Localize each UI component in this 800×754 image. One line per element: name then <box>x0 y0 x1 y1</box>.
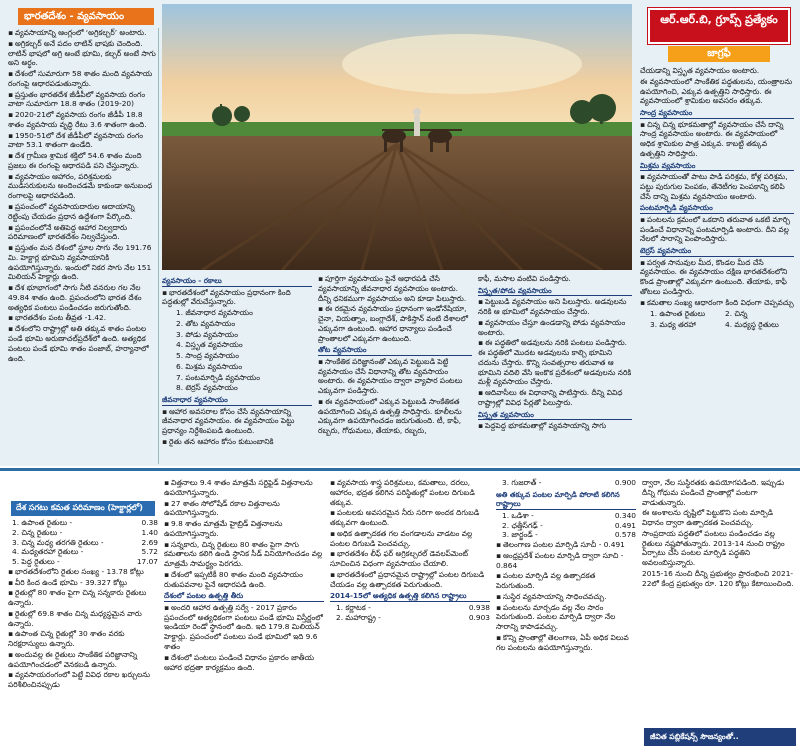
col4-sub-list-2 <box>478 421 632 431</box>
holding-type: 1. ఉపాంత రైతులు <box>650 308 706 318</box>
bottom-col2b-list <box>164 603 324 672</box>
list-item: ▪ ప్రస్తుతం మన దేశంలో స్థూల సాగు నేల 191.76 మి. హెక్టార్ల భూమిని వ్యవసాయానికి ఉపయోగిస్తున్నారు. ఇందులో నికర సాగు నేల 151 మిలియన్ హెక్టార్లు ఉంది. <box>8 243 156 282</box>
bottom-column-5 <box>642 478 794 724</box>
col2-sub-list <box>162 407 312 447</box>
table-row <box>502 511 636 521</box>
list-item: ▪ భారతదేశంలోని రైతుల సంఖ్య - 13.78 కోట్లు <box>8 567 158 577</box>
col4-sub-heading-2: విస్తృత వ్యవసాయం <box>478 410 632 421</box>
col4-sub-list <box>478 297 632 407</box>
column-divider <box>158 28 159 464</box>
table-label: 1. ఒడిశా - <box>502 510 534 520</box>
col3-list <box>318 274 472 343</box>
column-1 <box>8 28 156 464</box>
list-item: ▪ ఈ రకమైన వ్యవసాయం ప్రధానంగా ఇండోనేషియా, చైనా, వియత్నాం, బంగ్లాదేశ్, పాకిస్తాన్ వంటి దేశాలలో ఎక్కువగా ఉంటుంది. ఆహార ధాన్యాలు పండించే ప్రాంతాలలో ఎక్కువగా ఉంటుంది. <box>318 304 472 343</box>
holding-type: 4. మధ్యస్థ రైతులు <box>725 320 779 330</box>
exam-badge <box>648 8 790 44</box>
farm-photo <box>162 4 632 270</box>
table-label: 2. మహారాష్ట్ర - <box>336 612 381 622</box>
list-item: ▪ దేశంలో సుమారుగా 58 శాతం మంది వ్యవసాయ రంగంపై ఆధారపడుతున్నారు. <box>8 69 156 89</box>
low-states-table <box>496 511 636 540</box>
subject-tag <box>668 46 770 62</box>
list-item: ▪ సుస్థిర వ్యవసాయాన్ని సాధించవచ్చు. <box>496 592 636 602</box>
list-item: ▪ వీరి కింద ఉండే భూమి - 39.327 కోట్లు <box>8 578 158 588</box>
table-row <box>12 518 158 528</box>
type-item: 4. విస్తృత వ్యవసాయం <box>176 340 243 350</box>
bottom-col2-heading: దేశంలో పంటల ఉత్పత్తి తీరు <box>164 591 324 602</box>
table-row <box>502 478 636 488</box>
holding-type: 2. చిన్న <box>725 308 748 318</box>
table-value: 1.40 <box>141 527 158 537</box>
list-item: ▪ రైతుల్లో 69.8 శాతం చిన్న మధ్యస్థమైన వారు ఉన్నారు. <box>8 609 158 629</box>
list-item: ▪ తెలంగాణ పంటల మార్పిడి సూచీ - 0.491 <box>496 540 636 550</box>
section-heading: మిశ్రమ వ్యవసాయం <box>640 161 794 172</box>
col3-sub-heading: తోట వ్యవసాయం <box>318 345 472 356</box>
list-item: ▪ వ్యవసాయ శాస్త్ర పరిశ్రమలు, కమతాలు, దరలు, ఆహారం, భద్రత కలిగిన పరిస్థితుల్లో పంటల దిగుబడి తక్కువ. <box>330 478 490 507</box>
list-item: ▪ అధిక ఉత్పాదకత గల వంగడాలను వాడటం వల్ల పంటల దిగుబడి పెంచవచ్చు. <box>330 529 490 549</box>
table-row <box>502 521 636 531</box>
list-item: ద్వారా, నేల సుస్థిరతకు ఉపయోగపడింది. ఇప్పుడు దీన్ని గోధుమ పండించే ప్రాంతాల్లో పంటగా వాడుతున్నారు. <box>642 478 785 507</box>
list-item: ▪ పంటలను క్రమంలో ఒకదాని తరువాత ఒకటి మార్చి పండించే విధానాన్ని పంటమార్పిడి అంటారు. దీని వల్ల నేలలో సారాన్ని పెంపొందిస్తారు. <box>640 215 794 244</box>
list-item: ▪ చిన్న చిన్న భూకమతాల్లో వ్యవసాయం చేసే దాన్ని సాంద్ర వ్యవసాయం అంటారు. ఈ వ్యవసాయంలో ఆధిక శ్రామికుల పాత్ర ఎక్కువ. కాబట్టి తక్కువ ఉత్పత్తిని సాధిస్తారు. <box>640 120 794 159</box>
holding-size-tag: దేశ సగటు కమత పరిమాణం (హెక్టార్లలో) <box>10 500 156 517</box>
list-item: ▪ 2020-21లో వ్యవసాయ రంగం జీడీపీ 18.8 శాతం వ్యవసాయ వృద్ధి రేటు 3.6 శాతంగా ఉంది. <box>8 110 156 130</box>
col5-sections <box>640 108 794 307</box>
col2-intro: ▪ భారతదేశంలో వ్యవసాయం ప్రధానంగా కింది పద్ధతుల్లో వేరుచేస్తున్నారు. <box>162 288 312 308</box>
col4-intro: కాఫీ, మసాల వంటివి పండిస్తారు. <box>478 274 571 283</box>
credit-text: జీవిత పబ్లికేషన్స్ సౌజన్యంతో.. <box>650 732 739 741</box>
table-label: 3. చిన్న మధ్య తరగతి రైతులు - <box>12 537 104 547</box>
list-item: ▪ వ్యవసాయం చేస్తూ ఉండడాన్ని పోడు వ్యవసాయం అంటారు. <box>478 318 632 338</box>
type-item: 2. తోట వ్యవసాయం <box>176 318 236 328</box>
list-item: ▪ ప్రపంచంలో వ్యవసాయదారుల ఆదాయాన్ని రెట్టింపు చేయడం ప్రధాన ఉద్దేశంగా పేర్కొంది. <box>8 202 156 222</box>
table-value: 5.72 <box>141 547 158 557</box>
bottom-col5-list <box>642 478 794 588</box>
list-item: ▪ ఈ వ్యవసాయంలో ఎక్కువ పెట్టుబడి సాంకేతికత ఉపయోగించి ఎక్కువ ఉత్పత్తి సాధిస్తారు. కూలీలను ఎక్కువగా ఉపయోగించడం జరుగుతుంది. టీ, కాఫీ, రబ్బరు, గోధుమలు, తేయాకు, రబ్బరు, <box>318 397 472 436</box>
list-item: ▪ దేశ భూభాగంలో సాగు నీటి వనరుల గల నేల 49.84 శాతం ఉంది. ప్రపంచంలోని భారత దేశం అత్యధిక పంటలు పండించడం జరుగుతోంది. <box>8 283 156 312</box>
table-row <box>12 528 158 538</box>
type-item: 6. మిశ్రమ వ్యవసాయం <box>176 361 243 371</box>
bottom-col3-list <box>330 478 490 589</box>
list-item: ▪ దేశ గ్రామీణ శ్రామిక శక్తిలో 54.6 శాతం మంది ప్రజలు ఈ రంగంపై ఆధారపడి పని చేస్తున్నారు. <box>8 151 156 171</box>
list-item: ▪ అందువల్ల ఈ రైతులు సాంకేతిక పరిజ్ఞానాన్ని ఉపయోగించడంలో వెనకబడి ఉన్నారు. <box>8 650 158 670</box>
table-value: 17.07 <box>136 557 158 567</box>
bottom-column-1 <box>8 518 158 750</box>
table-value: 0.938 <box>468 602 490 612</box>
table-row <box>336 603 490 613</box>
list-item: ▪ దేశంలోని రాష్ట్రాల్లో అతి తక్కువ శాతం పంటల పండే భూమి అరుణాచల్‌ప్రదేశ్‌లో ఉంది. అత్యధిక పంటలు పండే భూమి శాతం పంజాబ్, హర్యానాలో ఉంది. <box>8 324 156 363</box>
table-label: 1. కర్ణాటక - <box>336 602 371 612</box>
list-item: ▪ ఆంధ్రప్రదేశ్ పంటల మార్పిడి ద్వారా సూచి - 0.864 <box>496 551 636 571</box>
credit-bar <box>644 728 796 746</box>
table-value: 0.903 <box>468 612 490 622</box>
col5-intro <box>640 66 794 106</box>
list-item: ▪ కొన్ని ప్రాంతాల్లో తెలంగాణ, ఏపీ అధిక విలువ గల పంటలను ఉపయోగిస్తున్నారు. <box>496 633 636 653</box>
type-item: 5. సాంద్ర వ్యవసాయం <box>176 351 239 361</box>
column-4 <box>478 274 632 464</box>
list-item: ▪ పంటలను మార్చడం వల్ల నేల సారం పెరుగుతుంది. పంటల మార్పిడి ద్వారా నేల సారాన్ని కాపాడవచ్చు. <box>496 603 636 632</box>
section-title: భారతదేశం - వ్యవసాయం <box>18 8 154 25</box>
list-item: ▪ దేశంలో ఇప్పటికీ 80 శాతం మంది వ్యవసాయం రుతుపవనాల పైనే ఆధారపడి ఉంది. <box>164 570 324 590</box>
list-item: ▪ 9.8 శాతం మాత్రమే హైబ్రిడ్ విత్తనాలను ఉపయోగిస్తున్నారు. <box>164 519 324 539</box>
list-item: ▪ దేశంలో పంటలు పండించే విధానం ప్రకారం జాతీయ ఆహార భద్రతా కార్యక్రమం ఉంది. <box>164 653 324 673</box>
list-item: 2015-16 నుంచి దీన్ని ప్రభుత్వం ప్రారంభించి 2021-22లో కేంద్ర ప్రభుత్వం రూ. 120 కోట్లు కేటాయించింది. <box>642 568 794 588</box>
list-item: ▪ పెద్దపెద్ద భూకమతాల్లో వ్యవసాయాన్ని సాగు <box>478 421 632 431</box>
list-item: ▪ 27 శాతం సోలోషేడ్ రకాల విత్తనాలను ఉపయోగిస్తున్నారు. <box>164 499 324 519</box>
list-item: సాంప్రదాయ పద్ధతిలో పంటలు పండించడం వల్ల రైతులు నష్టపోతున్నారు. 2013-14 నుంచి రాష్ట్రం ఏర్పాటు చేసి పంటల మార్పిడి పద్ధతిని అవలంబిస్తున్నారు. <box>642 528 785 568</box>
column-1-list <box>8 28 156 363</box>
list-item: ▪ ప్రస్తుతం భారతదేశ జీడీపీలో వ్యవసాయ రంగం వాటా సుమారుగా 18.8 శాతం (2019-20) <box>8 90 156 110</box>
section-heading: టెర్రస్ వ్యవసాయం <box>640 246 794 257</box>
types-list <box>162 308 312 393</box>
table-label: 2. ఛత్తీస్‌గఢ్ - <box>502 520 543 530</box>
table-label: 1. ఉపాంత రైతులు - <box>12 518 73 527</box>
list-item: ▪ ఆహార అవసరాల కోసం చేసే వ్యవసాయాన్ని జీవనాధార వ్యవసాయం. ఈ వ్యవసాయం పెట్టు ప్రధాన్యం నిర్దేశింపబడి ఉంటుంది. <box>162 407 312 436</box>
list-item: ▪ పర్వత సానువుల మీద, కొండల మీద చేసే వ్యవసాయం. ఈ వ్యవసాయం దక్షిణ భారతదేశంలోని కొండ ప్రాంతాల్లో ఎక్కువగా ఉంటుంది. తేయాకు, కాఫీ తోటలు పండిస్తారు. <box>640 258 794 297</box>
table-label: 2. చిన్న రైతులు - <box>12 527 63 537</box>
table-row <box>12 547 158 557</box>
list-item: ఈ వ్యవసాయంలో సాంకేతిక పద్ధతులను, యంత్రాలను ఉపయోగించి, ఎక్కువ ఉత్పత్తిని సాధిస్తారు. ఈ వ్యవసాయంలో శ్రామికుల అవసరం తక్కువ. <box>640 76 793 106</box>
list-item: ▪ ఈ పద్ధతిలో అడవులను నరికి పంటలు పండిస్తారు. ఈ పద్ధతిలో మొదట అడవులను కాల్చి భూమిని చదును చేస్తారు. కొన్ని సంవత్సరాల తరువాత ఆ భూమిని వదిలి వేసి ఇంకొక ప్రదేశంలో అడవులను నరికి మళ్లీ వ్యవసాయం చేస్తారు. <box>478 338 632 387</box>
list-item: ▪ అగ్రికల్చర్ అనే పదం లాటిన్ భాషకు చెందింది. లాటిన్ భాషలో అగ్రి అంటే భూమి, కల్చర్ అంటే సాగు అని అర్థం. <box>8 39 156 68</box>
table-row <box>12 538 158 548</box>
holding-type: 3. మధ్య తరహా <box>650 320 696 330</box>
list-item: ▪ విత్తనాలు 9.4 శాతం మాత్రమే సర్టిఫైడ్ విత్తనాలను ఉపయోగిస్తున్నారు. <box>164 478 324 498</box>
list-item: ▪ వ్యవసాయాన్ని ఆంగ్లంలో ‘అగ్రికల్చర్’ అంటారు. <box>8 28 156 38</box>
list-item: ▪ భారతదేశంలో ప్రధానమైన రాష్ట్రాల్లో పంటల దిగుబడి చేయడం వల్ల ఉత్పాదకత పెరుగుతుంది. <box>330 570 490 590</box>
bottom-col4-list <box>496 540 636 652</box>
column-5 <box>640 66 794 464</box>
table-row <box>336 613 490 623</box>
table-value: 0.578 <box>614 530 636 540</box>
list-item: ▪ పంటల మార్పిడి వల్ల ఉత్పాదకత పెరుగుతుంది. <box>496 571 636 591</box>
table-value: 2.69 <box>141 537 158 547</box>
list-item: ▪ పూర్తిగా వ్యవసాయం పైనే ఆధారపడి చేసే వ్యవసాయాన్ని జీవనాధార వ్యవసాయం అంటారు. దీన్ని ధనికముగా వ్యవసాయం అని కూడా పిలుస్తారు. <box>318 274 472 303</box>
col2-heading: వ్యవసాయం - రకాలు <box>162 276 312 287</box>
subject-tag-text: జాగ్రఫీ <box>707 48 731 59</box>
top-states-table <box>330 603 490 623</box>
table-label: 3. గుజరాత్ - <box>502 478 542 487</box>
list-item: ▪ పెట్టుబడి వ్యవసాయం అని పిలుస్తారు. అడవులను నరికి ఆ భూమిలో వ్యవసాయం చేస్తారు. <box>478 297 632 317</box>
table-value: 0.38 <box>141 518 158 527</box>
list-item: ▪ భారతదేశం లీఫ్ ఫర్ అగ్రికల్చరల్ డెవలప్‌మెంట్ సూచించిన విధంగా వ్యవసాయం చేయాలి. <box>330 549 490 569</box>
list-item: ▪ ఆదివాసీలు ఈ విధానాన్ని పాటిస్తారు. దీన్ని వివిధ రాష్ట్రాల్లో వివిధ పేర్లతో పిలుస్తారు. <box>478 388 632 408</box>
holding-size-table <box>8 518 158 567</box>
exam-badge-text: ఆర్.ఆర్.బి, గ్రూప్స్ ప్రత్యేకం <box>660 13 778 26</box>
type-item: 7. పంటమార్పిడి వ్యవసాయం <box>176 372 261 382</box>
list-item: ▪ పంటలకు అవసరమైన నీరు సరిగా అందక దిగుబడి తక్కువగా ఉంటుంది. <box>330 508 490 528</box>
section-divider <box>0 468 800 471</box>
table-value: 0.900 <box>614 478 636 487</box>
section-heading: సాంద్ర వ్యవసాయం <box>640 108 794 119</box>
bottom-column-2 <box>164 478 324 750</box>
list-item: ▪ రైతుల్లో 80 శాతం పైగా చిన్న సన్నకారు రైతులు ఉన్నారు. <box>8 588 158 608</box>
list-item: ▪ రైతు తన ఆహారం కోసం కుటుంబానికి <box>162 437 312 447</box>
list-item: ▪ వ్యవసాయం ఆహారం, పరిశ్రమలకు ముడిసరుకులను అందించడమే కాకుండా అనుబంధ రంగాలపై ఆధారపడింది. <box>8 172 156 201</box>
table-value: 0.491 <box>614 520 636 530</box>
bottom-column-4 <box>496 478 636 750</box>
list-item: ▪ 1950-51లో దేశ జీడీపీలో వ్యవసాయ రంగం వాటా 53.1 శాతంగా ఉండేది. <box>8 131 156 151</box>
list-item: ▪ సాంకేతిక పరిజ్ఞానంతో ఎక్కువ పెట్టుబడి పెట్టి వ్యవసాయం చేసే విధానాన్ని తోట వ్యవసాయం అంటారు. ఈ వ్యవసాయం ద్వారా వ్యాపార పంటలు ఎక్కువగా పండిస్తారు. <box>318 357 472 396</box>
section-heading: పంటమార్పిడి వ్యవసాయం <box>640 203 794 214</box>
bottom-col4-heading: అతి తక్కువ పంటల మార్పిడి పోరాటి కలిగిన రాష్ట్రాలు <box>496 490 636 510</box>
type-item: 3. పోడు వ్యవసాయం <box>176 329 238 339</box>
list-item: ▪ భారతదేశం పంట తీవ్రత -1.42. <box>8 313 156 323</box>
col2-sub-heading: జీవనాధార వ్యవసాయం <box>162 395 312 406</box>
list-item: ▪ వ్యవసాయంతో పాటు పాడి పరిశ్రమ, కోళ్ల పరిశ్రమ, పట్టు పురుగుల పెంపకం, తేనెటీగల పెంపకాన్ని కలిపి చేసే దాన్ని మిశ్రమ వ్యవసాయం అంటారు. <box>640 172 794 201</box>
list-item: ▪ కమతాల సంఖ్య ఆధారంగా కింది విధంగా చెప్పవచ్చు <box>640 298 794 308</box>
list-item: ▪ ప్రపంచంలోనే అతిపెద్ద ఆహార నిల్వదారు పరిమాణంలో భారతదేశం నిల్వచేస్తుంది. <box>8 223 156 243</box>
table-row <box>12 557 158 567</box>
list-item: ▪ వ్యవసాయరంగంలో పెట్టే వివిధ రకాల ఖర్చులను పరిశీలించినప్పుడు <box>8 670 158 690</box>
plough-field-image <box>162 4 632 270</box>
column-2 <box>162 274 312 464</box>
type-item: 8. టెర్రస్ వ్యవసాయం <box>176 383 238 393</box>
type-item: 1. జీవనాధార వ్యవసాయం <box>176 308 253 318</box>
bottom-col3-heading: 2014-15లో అత్యధిక ఉత్పత్తి కలిగిన రాష్ట్రాలు <box>330 591 490 602</box>
list-item: ▪ అందరి ఆహార ఉత్పత్తి సర్వే - 2017 ప్రకారం ప్రపంచంలో అత్యధికంగా పంటలు పండే భూమి విస్తీర్ణంలో ఇండియా రెండో స్థానంలో ఉంది. ఇది 179.8 మిలియన్ హెక్టార్లు. ప్రపంచంలో పంటలు పండే భూమిలో ఇది 9.6 శాతం <box>164 603 324 652</box>
table-value: 0.340 <box>614 510 636 520</box>
holding-grid <box>640 309 794 332</box>
list-item: ▪ సన్నకారు, చిన్న రైతులు 80 శాతం పైగా సాగు కమతాలను కలిగి ఉండి స్థానిక సీడ్ వినియోగించడం వల్ల మాత్రమే సామర్థ్యం పెరగదు. <box>164 540 324 569</box>
list-item: ▪ ఉపాంత చిన్న రైతుల్లో 30 శాతం వరకు నిరక్షరాస్యులు ఉన్నారు. <box>8 629 158 649</box>
bottom-column-3 <box>330 478 490 750</box>
table-row <box>502 530 636 540</box>
list-item: చేయడాన్ని విస్తృత వ్యవసాయం అంటారు. <box>640 66 760 75</box>
table-label: 3. జార్ఖండ్ - <box>502 530 538 540</box>
column-3 <box>318 274 472 464</box>
col3-sub-list <box>318 357 472 436</box>
col4-sub-heading: విస్తృత/పోడు వ్యవసాయం <box>478 286 632 297</box>
bottom-col2-list <box>164 478 324 589</box>
table-label: 5. పెద్ద రైతులు - <box>12 557 60 567</box>
list-item: ఈ అంశాలను దృష్టిలో పెట్టుకొని పంట మార్పిడి విధానం ద్వారా ఉత్పాదకత పెంచవచ్చు. <box>642 508 773 528</box>
table-label: 4. మధ్యతరహా రైతులు - <box>12 547 84 557</box>
bottom-col1-list <box>8 567 158 690</box>
gujarat-row <box>496 478 636 488</box>
